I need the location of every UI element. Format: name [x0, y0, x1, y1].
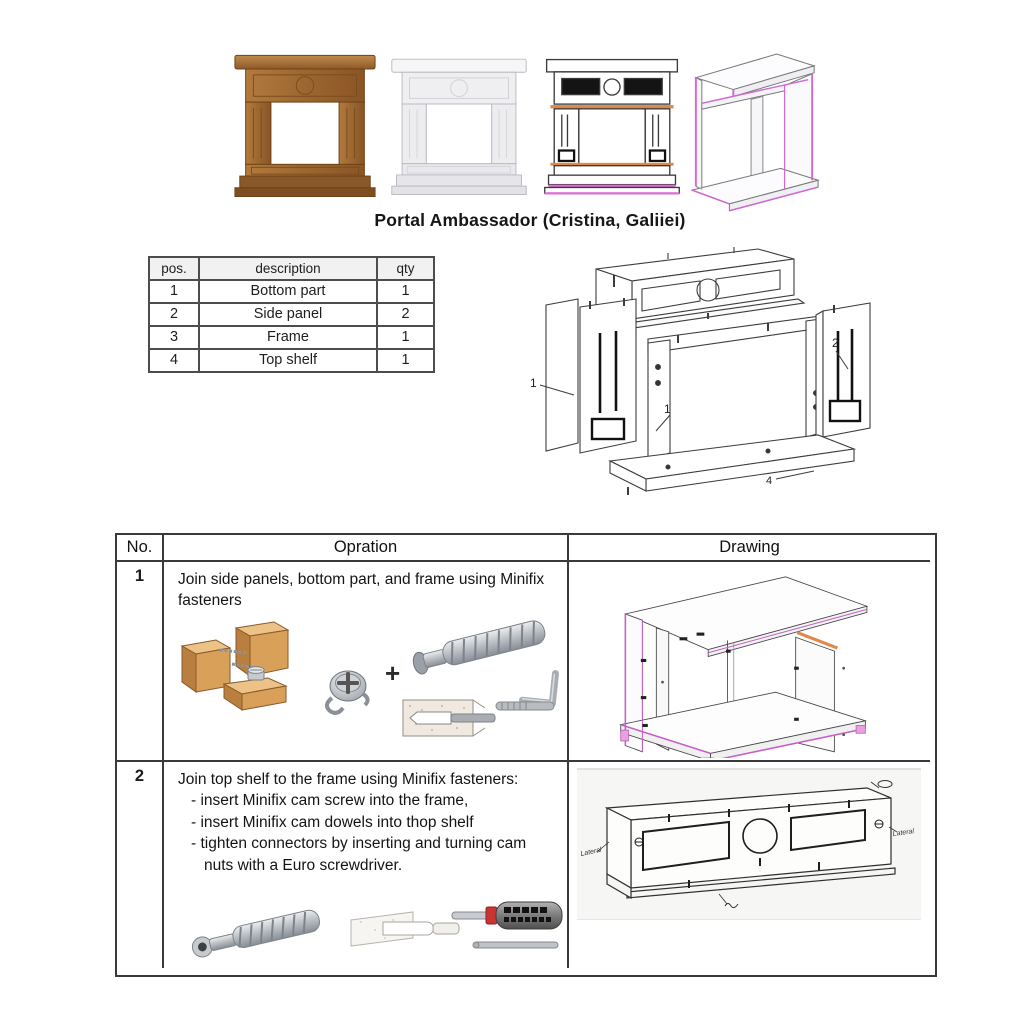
step2-text: Join top shelf to the frame using Minifix fasteners: — [178, 771, 519, 788]
step2-number: 2 — [117, 762, 164, 968]
parts-table — [148, 256, 435, 373]
minifix-joint-illustration — [176, 620, 311, 730]
step1-number: 1 — [117, 562, 164, 762]
part-qty: 2 — [377, 303, 434, 326]
bottom-part — [610, 435, 854, 495]
steps-header-operation: Opration — [164, 535, 569, 562]
dowel-cross-section-diagram — [402, 694, 502, 742]
parts-header-qty: qty — [377, 257, 434, 280]
part-description: Bottom part — [199, 280, 377, 303]
parts-row — [149, 326, 434, 349]
parts-header-pos: pos. — [149, 257, 199, 280]
step1-assembly-drawing — [571, 566, 929, 758]
cam-dowel-with-head-illustration — [186, 898, 331, 962]
step1-drawing-cell — [569, 562, 930, 762]
steps-table — [115, 533, 937, 977]
part-pos: 3 — [149, 326, 199, 349]
part-description: Side panel — [199, 303, 377, 326]
parts-row — [149, 349, 434, 372]
parts-row — [149, 280, 434, 303]
minifix-cam-illustration — [316, 658, 380, 722]
part-description: Frame — [199, 326, 377, 349]
mantel-linedrawing-back — [686, 42, 824, 212]
step1-text: Join side panels, bottom part, and frame using Minifix fasteners — [178, 571, 545, 610]
steps-header-no: No. — [117, 535, 164, 562]
mantel-photo-white — [388, 48, 530, 202]
step2-drawing-cell — [569, 762, 930, 968]
part-qty: 1 — [377, 326, 434, 349]
side-panel-left-part — [546, 298, 636, 453]
exploded-label-side-right: 2 — [832, 336, 839, 350]
steps-header-drawing: Drawing — [569, 535, 930, 562]
handwritten-mark — [725, 904, 738, 908]
part-pos: 1 — [149, 280, 199, 303]
page-title: Portal Ambassador (Cristina, Galiiei) — [374, 210, 686, 230]
step2-drawing-label-left: Lateral — [579, 846, 603, 858]
step2-drawing-label-right: Lateral — [892, 828, 915, 838]
parts-row — [149, 303, 434, 326]
step2-top-shelf-drawing — [579, 772, 919, 918]
parts-header-description: description — [199, 257, 377, 280]
step1-operation-cell — [164, 562, 569, 762]
part-pos: 4 — [149, 349, 199, 372]
mantel-linedrawing-front — [538, 52, 686, 196]
part-qty: 1 — [377, 280, 434, 303]
part-description: Top shelf — [199, 349, 377, 372]
exploded-assembly-diagram — [518, 243, 913, 508]
mantel-photo-wood — [232, 42, 378, 206]
step2-operation-cell — [164, 762, 569, 968]
exploded-label-frame: 1 — [664, 402, 671, 416]
exploded-label-bottom: 4 — [766, 475, 773, 487]
part-pos: 2 — [149, 303, 199, 326]
euro-screwdriver-illustration — [450, 892, 566, 958]
step2-bullet-2: - insert Minifix cam dowels into thop shelf — [191, 813, 474, 831]
threaded-pin-icon — [494, 698, 556, 714]
parts-header-row — [149, 257, 434, 280]
exploded-label-side-left: 1 — [530, 376, 537, 390]
plus-sign: + — [385, 658, 401, 688]
step2-bullet-3: - tighten connectors by inserting and turning cam nuts with a Euro screwdriver. — [191, 835, 527, 874]
step2-bullet-1: - insert Minifix cam screw into the frame, — [191, 792, 469, 810]
side-panel-right-part — [816, 303, 870, 443]
part-qty: 1 — [377, 349, 434, 372]
